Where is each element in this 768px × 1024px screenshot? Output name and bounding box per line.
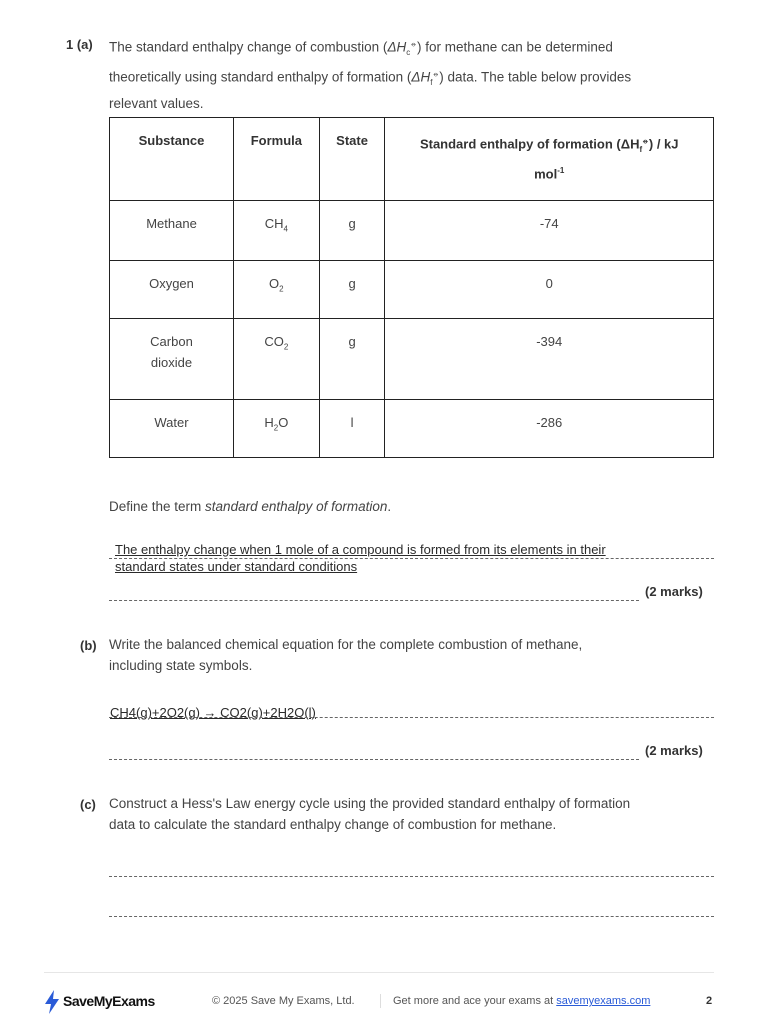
marks-1b: (2 marks) (645, 743, 703, 758)
cell-value: -394 (385, 319, 714, 400)
enthalpy-table (109, 117, 714, 458)
footer-cta: Get more and ace your exams at savemyexams.com (393, 995, 651, 1007)
question-1b-text: Write the balanced chemical equation for the complete combustion of methane, including state symbols. (109, 637, 583, 673)
cell-state: g (319, 201, 385, 261)
header-enthalpy: Standard enthalpy of formation $(\Delta H_f^⦵)$ / kJ mol$^{-1}$ (385, 118, 714, 201)
answer-1a-text[interactable]: The enthalpy change when 1 mole of a compound is formed from its elements in their standard states under standard conditions (115, 542, 606, 574)
brand-logo[interactable]: SaveMyExams (63, 993, 155, 1009)
cell-value: -286 (385, 400, 714, 458)
table-row (110, 261, 714, 319)
cell-state: g (319, 319, 385, 400)
question-1c-text: Construct a Hess's Law energy cycle using the provided standard enthalpy of formation data to calculate the standard enthalpy change of combustion for methane. (109, 796, 631, 832)
table-row (110, 319, 714, 400)
cell-substance: Oxygen (110, 261, 234, 319)
table-row (110, 400, 714, 458)
marks-1a: (2 marks) (645, 584, 703, 599)
footer-link[interactable]: savemyexams.com (556, 995, 651, 1007)
page-number: 2 (706, 995, 713, 1007)
cell-formula: $O_2$ (234, 261, 320, 319)
footer-separator (380, 994, 381, 1008)
cell-substance: Carbon dioxide (110, 319, 234, 400)
cell-formula: $CO_2$ (234, 319, 320, 400)
lightning-bolt-icon (44, 990, 60, 1014)
header-formula: Formula (234, 118, 320, 201)
cell-state: g (319, 261, 385, 319)
cell-value: -74 (385, 201, 714, 261)
question-1a-intro: The standard enthalpy change of combustion $(\Delta H_c^⦵)$ for methane can be determined theoretically using standard enthalpy of formation $(\Delta H_f^⦵)$ data. The table below provides relevant values. (109, 39, 632, 112)
footer-divider (44, 972, 714, 973)
question-number-1b: (b) (80, 638, 97, 653)
answer-line (109, 558, 714, 559)
answer-line (109, 916, 714, 917)
cell-formula: $CH_4$ (234, 201, 320, 261)
cell-state: l (319, 400, 385, 458)
answer-line (109, 759, 639, 760)
cell-formula: $H_2O$ (234, 400, 320, 458)
cell-substance: Methane (110, 201, 234, 261)
table-header-row (110, 118, 714, 201)
question-number-1a: 1 (a) (66, 37, 93, 52)
answer-line (109, 600, 639, 601)
answer-line (109, 876, 714, 877)
question-number-1c: (c) (80, 797, 96, 812)
answer-line (109, 717, 714, 718)
table-row (110, 201, 714, 261)
copyright: © 2025 Save My Exams, Ltd. (212, 995, 355, 1007)
header-substance: Substance (110, 118, 234, 201)
answer-1b-text[interactable]: CH4(g)+2O2(g) → CO2(g)+2H2O(l) (110, 705, 316, 720)
header-state: State (319, 118, 385, 201)
define-prompt: Define the term standard enthalpy of formation. (109, 499, 392, 514)
cell-substance: Water (110, 400, 234, 458)
cell-value: 0 (385, 261, 714, 319)
